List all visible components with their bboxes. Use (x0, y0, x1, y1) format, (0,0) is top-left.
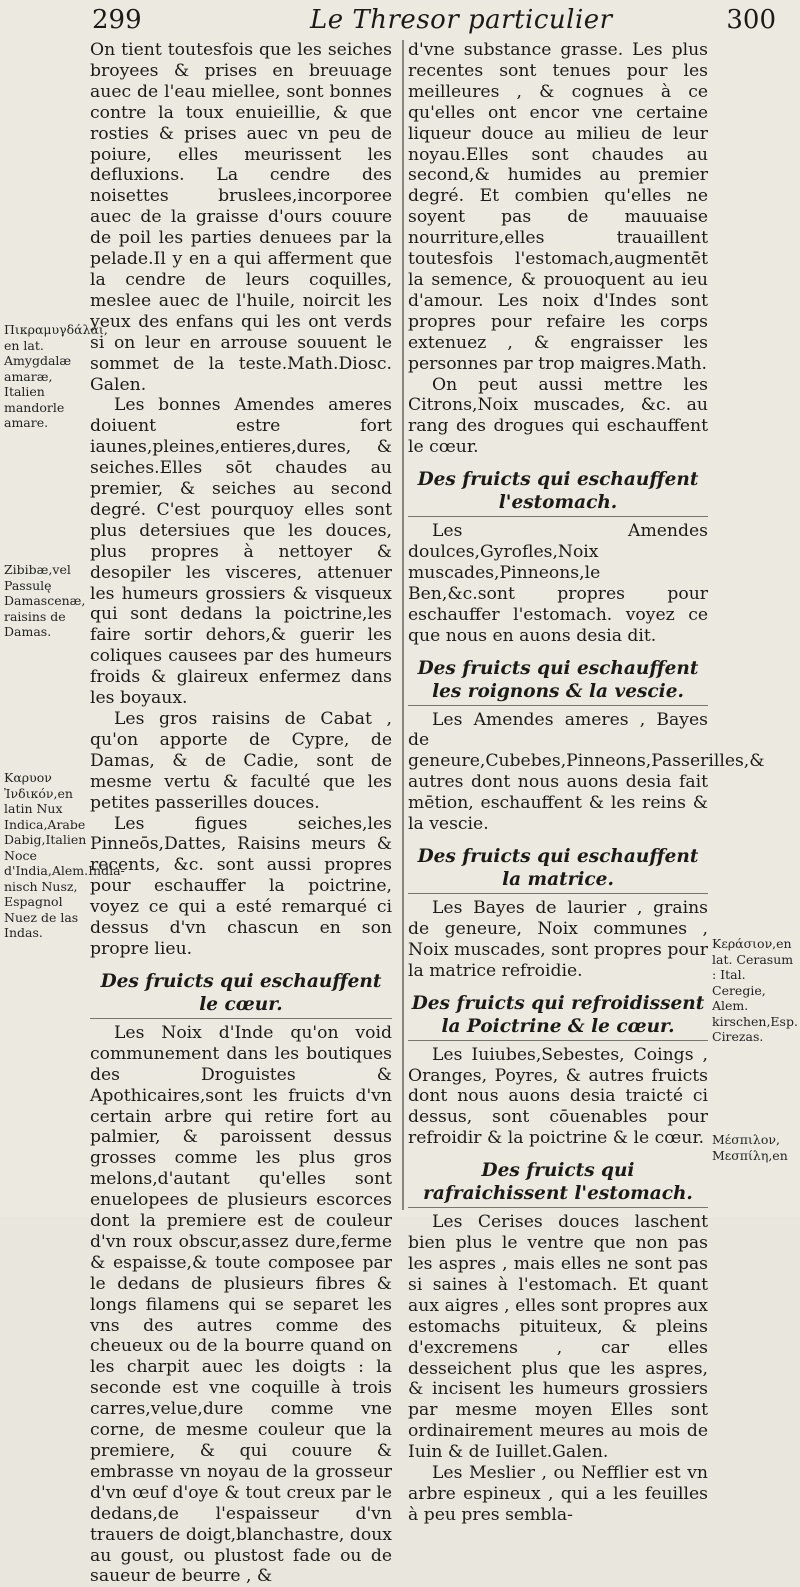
margin-note-nux-indica: Καρυον Ἰνδικόν,en latin Nux Indica,Arabe Dabig,Italien Noce d'India,Alem.India- nisch Nusz, Espagnol Nuez de las Indas. (4, 770, 125, 940)
paragraph: Les Iuiubes,Sebestes, Coings , Oranges, Poyres, & autres fruicts dont nous auons desia traicté ci dessus, sont cōuenables pour refroidir & la poictrine & le cœur. (408, 1044, 708, 1149)
paragraph: Les Meslier , ou Nefflier est vn arbre espineux , qui a les feuilles à peu pres sembla- (408, 1463, 708, 1525)
section-heading: Des fruicts qui eschauffent la matrice. (408, 845, 708, 894)
paragraph: Les Cerises douces laschent bien plus le ventre que non pas les aspres , mais elles ne sont pas si saines à l'estomach. Et quant aux aigres , elles sont propres aux estomachs pituiteux, & pleins d'excremens , car elles desseichent plus que les aspres, & incisent les humeurs grossiers par mesme moyen Elles sont ordinairement meures au mois de Iuin & de Iuillet.Galen. (408, 1212, 708, 1463)
section-heading: Des fruicts qui refroidissent la Poictrine & le cœur. (408, 992, 708, 1041)
paragraph: Les gros raisins de Cabat , qu'on apporte de Cypre, de Damas, & de Cadie, sont de mesme vertu & faculté que les petites passerilles douces. (90, 709, 392, 813)
paragraph: Les bonnes Amendes ameres doiuent estre fort iaunes,pleines,entieres,dures, & seiches.Elles sōt chaudes au premier, & seiches au second degré. C'est pourquoy elles sont plus detersiues que les douces, plus propres à nettoyer & desopiler les visceres, attenuer les humeurs grossiers & visqueux qui sont dedans la poictrine,les faire sortir dehors,& guerir les coliques causees par des humeurs froids & glaireux enfermez dans les boyaux. (90, 395, 392, 709)
section-heading: Des fruicts qui eschauffent les roignons & la vescie. (408, 657, 708, 706)
section-heading: Des fruicts qui eschauffent l'estomach. (408, 468, 708, 517)
paragraph: Les Amendes doulces,Gyrofles,Noix muscades,Pinneons,le Ben,&c.sont propres pour eschauffer l'estomach. voyez ce que nous en auons desia dit. (408, 521, 708, 646)
margin-note-zibibae: Zibibæ,vel Passulę Damascenæ, raisins de Damas. (4, 562, 86, 639)
margin-note-mespila: Μέσπιλον, Μεσπίλη,en (712, 1132, 788, 1163)
margin-note-cerasa: Κεράσιον,en lat. Cerasum : Ital. Ceregie, Alem. kirschen,Esp. Cirezas. (712, 936, 798, 1044)
paragraph: On tient toutesfois que les seiches broyees & prises en breuuage auec de l'eau miellee, sont bonnes contre la toux enuieillie, & que rosties & prises auec vn peu de poiure, elles meurissent les defluxions. La cendre des noisettes bruslees,incorporee auec de la graisse d'ours couure de poil les parties denuees par la pelade.Il y en a qui afferment que la cendre de leurs coquilles, meslee auec de l'huile, noircit les yeux des enfans qui les ont verds si on leur en arrouse souuent le sommet de la teste.Math.Diosc. Galen. (90, 40, 392, 395)
left-page-number: 299 (92, 5, 142, 35)
running-title: Le Thresor particulier (310, 5, 613, 35)
page-header (0, 0, 800, 40)
paragraph: Les Noix d'Inde qu'on void communement dans les boutiques des Droguistes & Apothicaires,sont les fruicts d'vn certain arbre qui retire fort au palmier, & paroissent dessus grosses comme les plus gros melons,d'autant qu'elles sont enuelopees de plusieurs escorces dont la premiere est de couleur d'vn roux obscur,assez dure,ferme & espaisse,& toute composee par le dedans de plusieurs fibres & longs filamens qui se separet les vns des autres comme des cheueux ou de la bourre quand on les charpit auec les doigts : la seconde est vne coquille à trois carres,velue,dure comme vne corne, de mesme couleur que la premiere, & qui couure & embrasse vn noyau de la grosseur d'vn œuf d'oye & tout creux par le dedans,de l'espaisseur d'vn trauers de doigt,blanchastre, doux au goust, ou plustost fade ou de saueur de beurre , & (90, 1022, 392, 1587)
section-heading: Des fruicts qui rafraichissent l'estomach. (408, 1159, 708, 1208)
column-divider (402, 40, 404, 1210)
paragraph: Les Bayes de laurier , grains de geneure, Noix communes , Noix muscades, sont propres pour la matrice refroidie. (408, 898, 708, 981)
right-page-number: 300 (726, 5, 776, 35)
paragraph: Les Amendes ameres , Bayes de geneure,Cubebes,Pinneons,Passerilles,& autres dont nous auons desia fait mētion, eschauffent & les reins & la vescie. (408, 709, 765, 835)
section-heading: Des fruicts qui eschauffent le cœur. (90, 970, 392, 1019)
paragraph: On peut aussi mettre les Citrons,Noix muscades, &c. au rang des drogues qui eschauffent le cœur. (408, 374, 708, 458)
paragraph: d'vne substance grasse. Les plus recentes sont tenues pour les meilleures , & cognues à ce qu'elles ont encor vne certaine liqueur douce au milieu de leur noyau.Elles sont chaudes au second,& humides au premier degré. Et combien qu'elles ne soyent pas de mauuaise nourriture,elles trauaillent toutesfois l'estomach,augmentēt la semence, & prouoquent au ieu d'amour. Les noix d'Indes sont propres pour refaire les corps extenuez , & engraisser les personnes par trop maigres.Math. (408, 40, 708, 374)
left-text-column (90, 40, 392, 1587)
margin-note-amygdalae: Πικραμυγδάλαι, en lat. Amygdalæ amaræ, Italien mandorle amare. (4, 322, 108, 430)
paragraph: Les figues seiches,les Pinneōs,Dattes, Raisins meurs & recents, &c. sont aussi propres pour eschauffer la poictrine, voyez ce qui a esté remarqué ci dessus d'vn chascun en son propre lieu. (90, 813, 392, 959)
